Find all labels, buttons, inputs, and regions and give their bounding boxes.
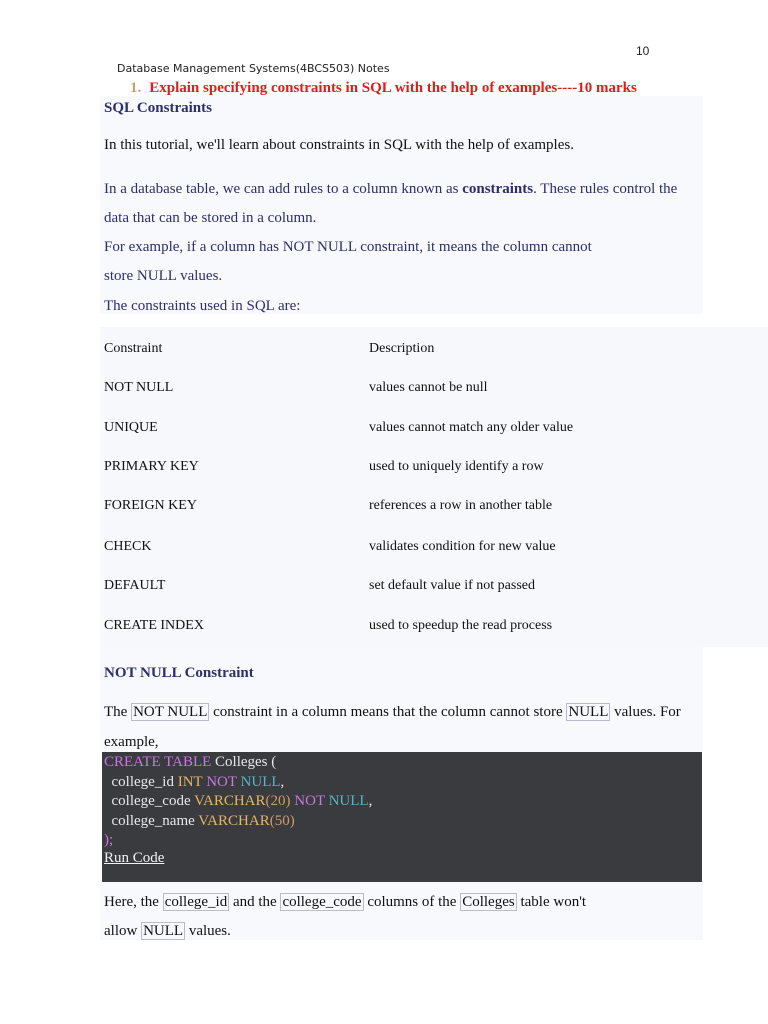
inline-code: NOT NULL xyxy=(133,704,208,720)
code-text: college_id xyxy=(104,774,178,790)
run-code-link[interactable]: Run Code xyxy=(104,850,165,866)
p1-text-a: In a database table, we can add rules to a column known as xyxy=(104,181,463,197)
section-title-sql-constraints: SQL Constraints xyxy=(104,100,212,116)
constraints-list-intro: The constraints used in SQL are: xyxy=(104,298,301,314)
constraints-paragraph-line1 xyxy=(104,180,677,198)
text: values. xyxy=(185,923,231,939)
intro-paragraph: In this tutorial, we'll learn about constraints in SQL with the help of examples. xyxy=(104,137,574,153)
document-header: Database Management Systems(4BCS503) Notes xyxy=(117,62,390,75)
inline-code: college_id xyxy=(164,894,228,910)
question-heading xyxy=(130,80,637,97)
table-cell-constraint: PRIMARY KEY xyxy=(104,459,199,474)
section-title-not-null: NOT NULL Constraint xyxy=(104,665,254,681)
text: and the xyxy=(229,894,281,910)
table-cell-description: used to uniquely identify a row xyxy=(369,459,544,474)
code-keyword: NOT xyxy=(290,793,325,809)
table-header-description: Description xyxy=(369,341,435,356)
inline-code: Colleges xyxy=(462,894,515,910)
not-null-paragraph-line1 xyxy=(104,703,681,721)
code-line xyxy=(104,753,276,773)
table-cell-constraint: CHECK xyxy=(104,539,152,554)
table-cell-constraint: DEFAULT xyxy=(104,578,166,593)
table-cell-description: set default value if not passed xyxy=(369,578,536,593)
not-null-paragraph-line2: example, xyxy=(104,734,159,750)
code-type: VARCHAR xyxy=(198,813,270,829)
question-number: 1. xyxy=(130,80,142,96)
table-cell-description: used to speedup the read process xyxy=(369,618,553,633)
table-cell-description: values cannot match any older value xyxy=(369,420,574,435)
p1-text-b: . These rules control the xyxy=(533,181,678,197)
table-cell-description: validates condition for new value xyxy=(369,539,556,554)
p-text-b: constraint in a column means that the column cannot store xyxy=(209,704,567,720)
p-text-c: values. For xyxy=(610,704,681,720)
table-cell-constraint: FOREIGN KEY xyxy=(104,498,197,513)
code-text: , xyxy=(368,793,373,809)
inline-code: NULL xyxy=(143,923,184,939)
text: Here, the xyxy=(104,894,163,910)
code-keyword: CREATE TABLE xyxy=(104,754,212,770)
inline-code: NULL xyxy=(568,704,609,720)
text: allow xyxy=(104,923,142,939)
code-block xyxy=(102,752,702,882)
after-code-line1 xyxy=(104,893,586,911)
not-null-panel xyxy=(100,647,703,752)
p-text-a: The xyxy=(104,704,132,720)
table-cell-description: values cannot be null xyxy=(369,380,488,395)
code-number: (50) xyxy=(269,813,295,829)
code-line xyxy=(104,773,284,793)
code-type: VARCHAR xyxy=(194,793,266,809)
example-paragraph-line2: store NULL values. xyxy=(104,268,223,284)
text: columns of the xyxy=(363,894,461,910)
table-cell-constraint: UNIQUE xyxy=(104,420,158,435)
page-number: 10 xyxy=(636,44,650,58)
question-text: Explain specifying constraints in SQL with the help of examples----10 marks xyxy=(149,80,637,96)
code-null: NULL xyxy=(236,774,281,790)
table-cell-description: references a row in another table xyxy=(369,498,553,513)
code-line xyxy=(104,792,372,812)
code-line: ); xyxy=(104,832,114,848)
table-cell-constraint: CREATE INDEX xyxy=(104,618,204,633)
code-keyword: NOT xyxy=(202,774,237,790)
code-null: NULL xyxy=(324,793,369,809)
inline-code: college_code xyxy=(282,894,362,910)
example-paragraph-line1: For example, if a column has NOT NULL constraint, it means the column cannot xyxy=(104,239,592,255)
code-number: (20) xyxy=(265,793,291,809)
code-text: , xyxy=(280,774,285,790)
code-text: Colleges ( xyxy=(211,754,277,770)
constraints-table-panel xyxy=(100,327,768,647)
code-text: college_name xyxy=(104,813,199,829)
code-text: college_code xyxy=(104,793,195,809)
code-type: INT xyxy=(177,774,203,790)
code-line xyxy=(104,812,295,832)
p1-bold: constraints xyxy=(462,181,534,197)
text: table won't xyxy=(516,894,587,910)
table-cell-constraint: NOT NULL xyxy=(104,380,174,395)
after-code-line2 xyxy=(104,922,231,940)
constraints-paragraph-line2: data that can be stored in a column. xyxy=(104,210,317,226)
table-header-constraint: Constraint xyxy=(104,341,163,356)
